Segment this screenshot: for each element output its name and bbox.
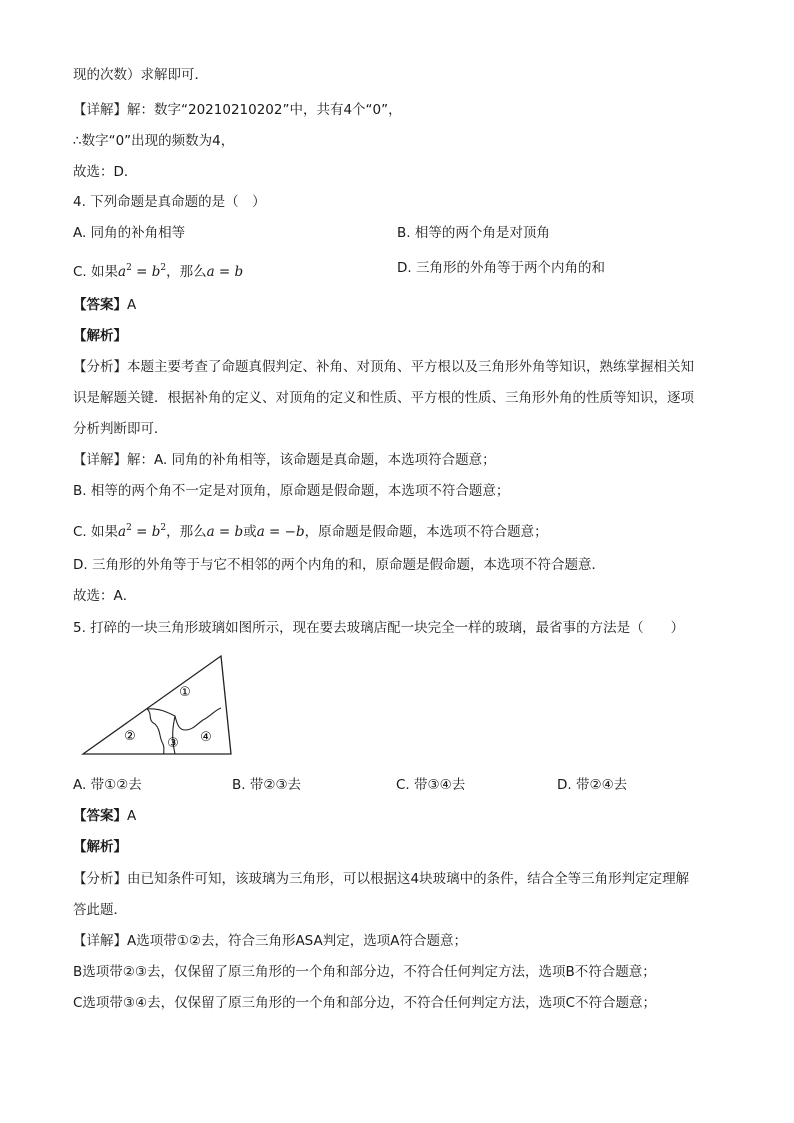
fenxi-tag: 【分析】 bbox=[73, 359, 127, 375]
answer-tag: 【答案】 bbox=[73, 297, 127, 313]
answer-tag: 【答案】 bbox=[73, 808, 127, 824]
piece-label-2: ② bbox=[124, 729, 136, 744]
q4-option-d: D. 三角形的外角等于两个内角的和 bbox=[397, 260, 605, 276]
equation-a-neg-b: a = −b bbox=[256, 524, 305, 540]
broken-glass-triangle-figure bbox=[75, 650, 240, 760]
piece-label-1: ① bbox=[179, 685, 191, 700]
fenxi-text: 由已知条件可知，该玻璃为三角形，可以根据这4块玻璃中的条件，结合全等三角形判定定理解 bbox=[127, 871, 690, 887]
q3-detail bbox=[73, 101, 402, 119]
q4-fenxi-3: 分析判断即可． bbox=[73, 421, 168, 437]
detail-c-or: 或 bbox=[243, 524, 257, 540]
q4-fenxi-2: 识是解题关键．根据补角的定义、对顶角的定义和性质、平方根的性质、三角形外角的性质等知识，逐项 bbox=[73, 390, 694, 406]
q5-stem: 5. 打碎的一块三角形玻璃如图所示，现在要去玻璃店配一块完全一样的玻璃，最省事的方法是（ ） bbox=[73, 620, 685, 636]
equation-a-b: a = b bbox=[206, 524, 244, 540]
q4-answer bbox=[73, 296, 136, 314]
q5-detail-a bbox=[73, 932, 467, 950]
q5-fenxi-2: 答此题． bbox=[73, 902, 127, 918]
q4-stem: 4. 下列命题是真命题的是（ ） bbox=[73, 194, 266, 210]
detail-text: 解：A. 同角的补角相等，该命题是真命题，本选项符合题意； bbox=[127, 452, 496, 468]
q3-tail: 现的次数）求解即可． bbox=[73, 67, 208, 83]
detail-tag: 【详解】 bbox=[73, 102, 127, 118]
detail-c-suffix: ，原命题是假命题，本选项不符合题意； bbox=[304, 524, 548, 540]
fenxi-tag: 【分析】 bbox=[73, 871, 127, 887]
q5-analysis-tag: 【解析】 bbox=[73, 839, 127, 855]
q4-option-c bbox=[73, 259, 243, 281]
q3-choice: 故选：D． bbox=[73, 164, 138, 180]
answer-value: A bbox=[127, 808, 137, 824]
detail-tag: 【详解】 bbox=[73, 933, 127, 949]
fenxi-text: 本题主要考查了命题真假判定、补角、对顶角、平方根以及三角形外角等知识，熟练掌握相关知 bbox=[127, 359, 694, 375]
option-c-mid: ，那么 bbox=[166, 264, 207, 280]
q5-option-d: D. 带②④去 bbox=[557, 777, 628, 793]
q5-option-c: C. 带③④去 bbox=[396, 777, 466, 793]
equation-a2-b2: $a^2 = b^2$ bbox=[118, 263, 167, 280]
detail-c-prefix: C. 如果 bbox=[73, 524, 119, 540]
q4-choice: 故选：A． bbox=[73, 588, 137, 604]
q5-option-a: A. 带①②去 bbox=[73, 777, 142, 793]
q4-detail-c bbox=[73, 519, 548, 541]
q4-analysis-tag: 【解析】 bbox=[73, 328, 127, 344]
equation-a-b: a = b bbox=[206, 264, 244, 280]
detail-tag: 【详解】 bbox=[73, 452, 127, 468]
q4-option-a: A. 同角的补角相等 bbox=[73, 225, 186, 241]
detail-text: A选项带①②去，符合三角形ASA判定，选项A符合题意； bbox=[127, 933, 467, 949]
q4-option-b: B. 相等的两个角是对顶角 bbox=[397, 225, 550, 241]
q5-option-b: B. 带②③去 bbox=[232, 777, 302, 793]
piece-label-4: ④ bbox=[200, 730, 212, 745]
piece-label-3: ③ bbox=[167, 736, 179, 751]
q4-fenxi-1 bbox=[73, 358, 694, 376]
detail-text: 解：数字“20210210202”中，共有4个“0”， bbox=[127, 102, 402, 118]
crack-line-2 bbox=[147, 708, 221, 730]
answer-value: A bbox=[127, 297, 137, 313]
q4-detail-b: B. 相等的两个角不一定是对顶角，原命题是假命题，本选项不符合题意； bbox=[73, 483, 510, 499]
equation-a2-b2: $a^2 = b^2$ bbox=[118, 523, 167, 540]
q5-detail-b: B选项带②③去，仅保留了原三角形的一个角和部分边，不符合任何判定方法，选项B不符合题意； bbox=[73, 964, 656, 980]
q5-fenxi-1 bbox=[73, 870, 689, 888]
detail-c-mid: ，那么 bbox=[166, 524, 207, 540]
q5-answer bbox=[73, 807, 136, 825]
q4-detail-d: D. 三角形的外角等于与它不相邻的两个内角的和，原命题是假命题，本选项不符合题意． bbox=[73, 557, 605, 573]
q3-conclusion: ∴数字“0”出现的频数为4， bbox=[73, 133, 235, 149]
crack-line-1 bbox=[147, 709, 164, 754]
q4-detail-a bbox=[73, 451, 496, 469]
option-c-prefix: C. 如果 bbox=[73, 264, 119, 280]
q5-detail-c: C选项带③④去，仅保留了原三角形的一个角和部分边，不符合任何判定方法，选项C不符合题意； bbox=[73, 995, 657, 1011]
